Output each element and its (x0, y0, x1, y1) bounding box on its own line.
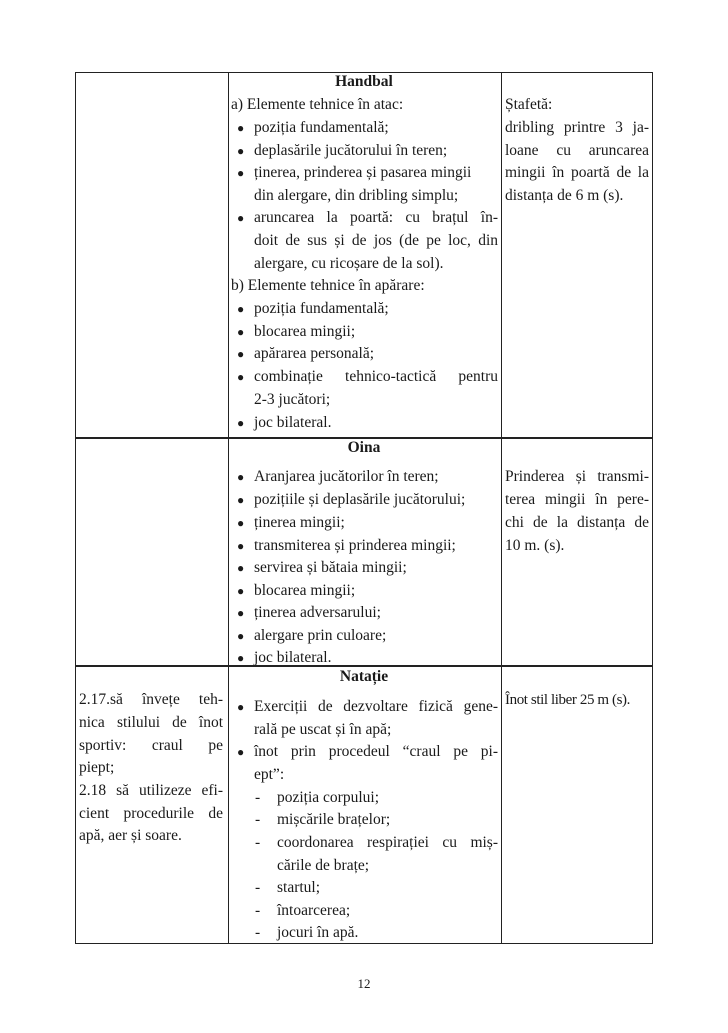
attack-item: ținerea, prinderea și pasarea mingii (254, 164, 472, 181)
dash-marker: - (255, 879, 261, 896)
dash-marker: - (255, 834, 261, 851)
defense-item: combinație tehnico-tactică pentru (254, 368, 498, 385)
natatie-subitem: poziția corpului; (277, 789, 380, 806)
column-divider (501, 73, 502, 943)
objective-line: 2.18 să utilizeze efi- (79, 782, 223, 799)
bullet-icon: ● (237, 606, 245, 620)
natatie-subitem: întoarcerea; (277, 902, 351, 919)
natatie-subitem-cont: cările de brațe; (277, 857, 370, 874)
handbal-eval-line: dribling printre 3 ja- (505, 119, 649, 136)
handbal-eval-line: distanța de 6 m (s). (505, 187, 624, 204)
defense-title: b) Elemente tehnice în apărare: (231, 277, 425, 294)
bullet-icon: ● (237, 651, 245, 665)
bullet-icon: ● (237, 470, 245, 484)
dash-marker: - (255, 811, 261, 828)
handbal-eval-line: mingii în poartă de la (505, 164, 649, 181)
defense-item: joc bilateral. (254, 414, 332, 431)
natatie-heading: Natație (339, 668, 389, 685)
oina-item: Aranjarea jucătorilor în teren; (254, 468, 439, 485)
natatie-item-cont: rală pe uscat și în apă; (254, 721, 392, 738)
objective-line: apă, aer și soare. (79, 827, 182, 844)
natatie-item: Exerciții de dezvoltare fizică gene- (254, 698, 498, 715)
bullet-icon: ● (237, 539, 245, 553)
bullet-icon: ● (237, 493, 245, 507)
handbal-heading: Handbal (335, 73, 393, 90)
column-divider (228, 73, 229, 943)
oina-heading: Oina (347, 439, 381, 456)
bullet-icon: ● (237, 516, 245, 530)
defense-item: poziția fundamentală; (254, 300, 389, 317)
oina-item: alergare prin culoare; (254, 627, 387, 644)
oina-item: transmiterea și prinderea mingii; (254, 537, 456, 554)
natatie-subitem: coordonarea respirației cu miș- (277, 834, 498, 851)
natatie-item: înot prin procedeul “craul pe pi- (254, 743, 498, 760)
objective-line: sportiv: craul pe (79, 737, 223, 754)
bullet-icon: ● (237, 302, 245, 316)
objective-line: 2.17.să învețe teh- (79, 691, 223, 708)
oina-item: blocarea mingii; (254, 582, 356, 599)
natatie-item-cont: ept”: (254, 766, 285, 783)
defense-item-cont: 2-3 jucători; (254, 391, 331, 408)
bullet-icon: ● (237, 211, 245, 225)
bullet-icon: ● (237, 144, 245, 158)
bullet-icon: ● (237, 325, 245, 339)
bullet-icon: ● (237, 584, 245, 598)
natatie-subitem: mișcările brațelor; (277, 811, 391, 828)
natatie-subitem: startul; (277, 879, 321, 896)
attack-item-cont: din alergare, din dribling simplu; (254, 187, 459, 204)
oina-eval-line: Prinderea și transmi- (505, 468, 649, 485)
oina-eval-line: chi de la distanța de (505, 514, 649, 531)
natatie-subitem: jocuri în apă. (277, 924, 359, 941)
dash-marker: - (255, 902, 261, 919)
bullet-icon: ● (237, 745, 245, 759)
oina-item: servirea și bătaia mingii; (254, 559, 407, 576)
handbal-eval-line: Ștafetă: (505, 96, 553, 113)
oina-eval-line: terea mingii în pere- (505, 491, 649, 508)
attack-item: poziția fundamentală; (254, 119, 389, 136)
handbal-eval-line: loane cu aruncarea (505, 142, 649, 159)
defense-item: blocarea mingii; (254, 323, 356, 340)
natatie-eval: Înot stil liber 25 m (s). (505, 692, 630, 708)
objective-line: cient procedurile de (79, 805, 223, 822)
page-number: 12 (357, 976, 371, 991)
attack-title: a) Elemente tehnice în atac: (231, 96, 404, 113)
bullet-icon: ● (237, 561, 245, 575)
oina-item: ținerea adversarului; (254, 604, 381, 621)
oina-item: ținerea mingii; (254, 514, 345, 531)
attack-item-cont: alergare, cu ricoșare de la sol). (254, 255, 444, 272)
oina-item: joc bilateral. (254, 649, 332, 666)
attack-item-cont: doit de sus și de jos (de pe loc, din (254, 232, 498, 249)
bullet-icon: ● (237, 416, 245, 430)
bullet-icon: ● (237, 700, 245, 714)
bullet-icon: ● (237, 347, 245, 361)
attack-item: aruncarea la poartă: cu brațul în- (254, 209, 498, 226)
bullet-icon: ● (237, 370, 245, 384)
attack-item: deplasările jucătorului în teren; (254, 142, 448, 159)
defense-item: apărarea personală; (254, 345, 375, 362)
bullet-icon: ● (237, 629, 245, 643)
oina-eval-line: 10 m. (s). (505, 537, 565, 554)
dash-marker: - (255, 924, 261, 941)
dash-marker: - (255, 789, 261, 806)
oina-item: pozițiile și deplasările jucătorului; (254, 491, 466, 508)
bullet-icon: ● (237, 166, 245, 180)
objective-line: nica stilului de înot (79, 714, 223, 731)
objective-line: piept; (79, 759, 115, 776)
bullet-icon: ● (237, 121, 245, 135)
